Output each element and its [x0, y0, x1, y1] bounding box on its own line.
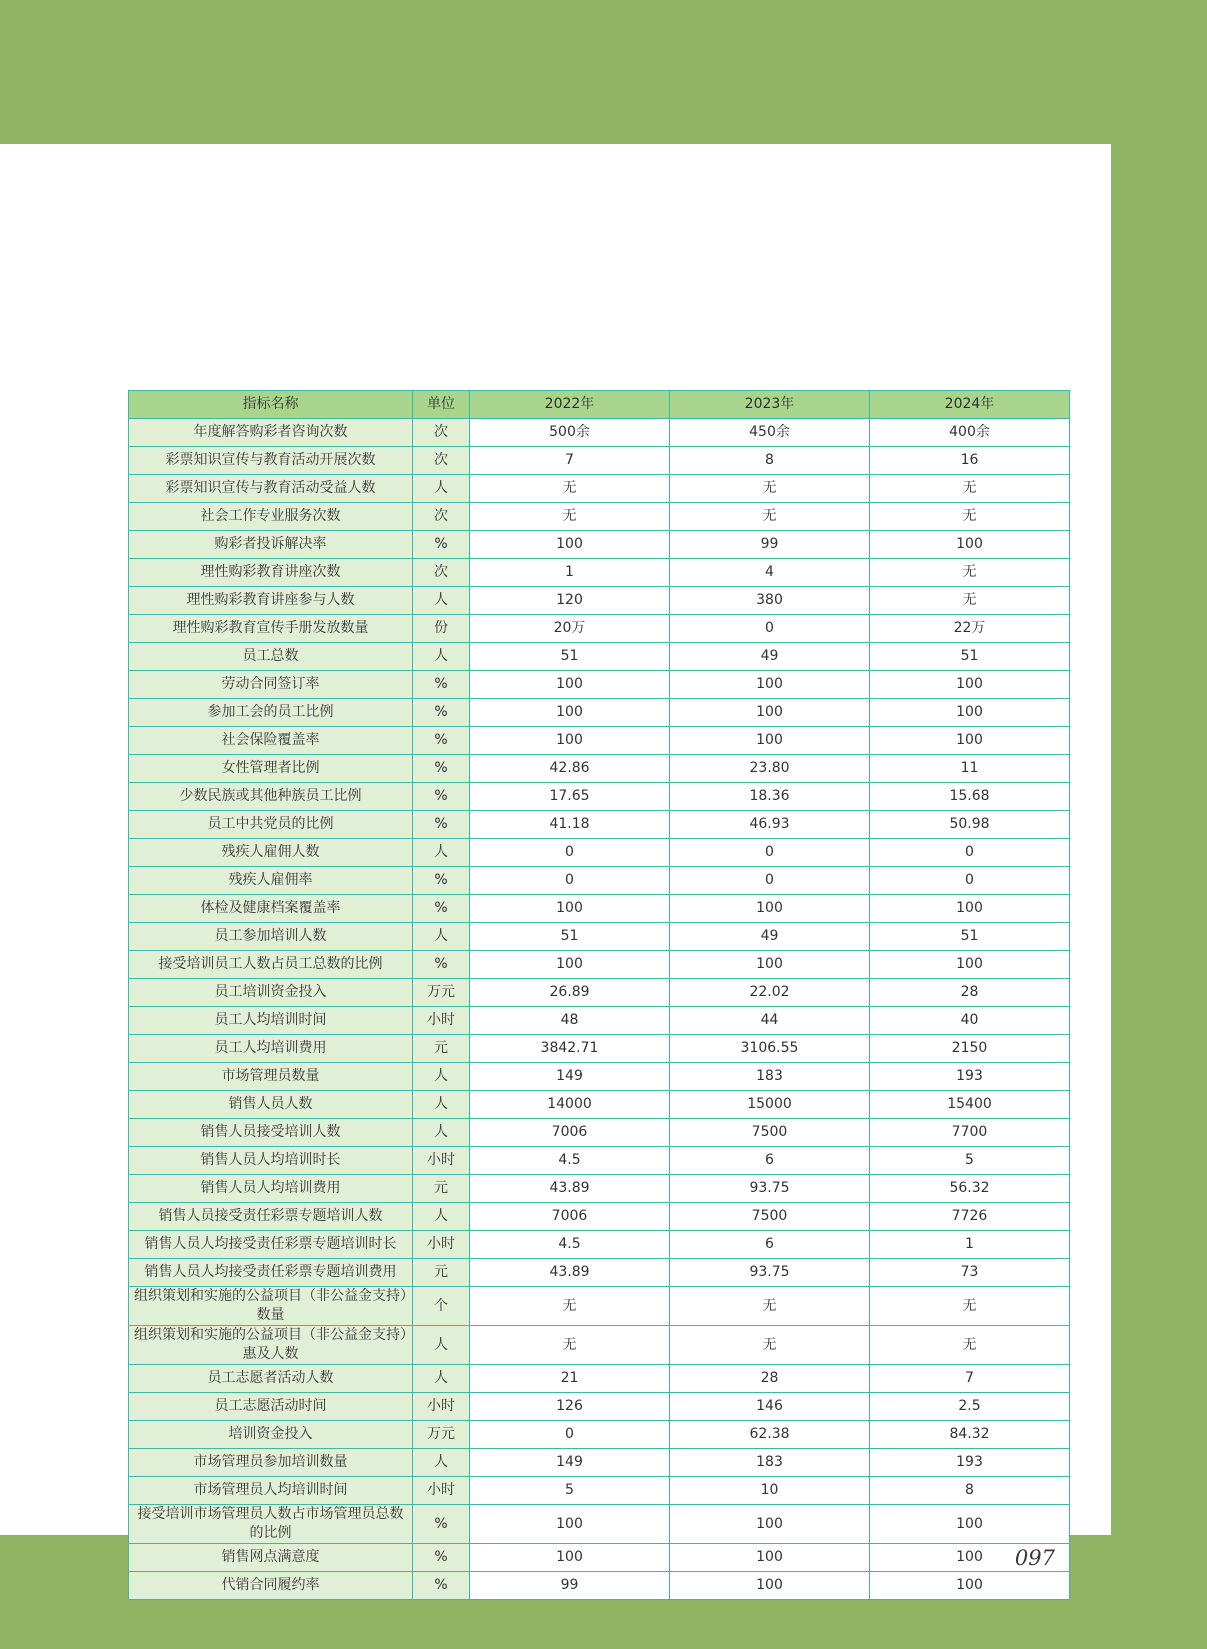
value-2024-cell: 无	[870, 587, 1070, 615]
value-2023-cell: 100	[670, 699, 870, 727]
table-row	[129, 1477, 1070, 1505]
indicator-name-cell: 理性购彩教育讲座参与人数	[129, 587, 413, 615]
table-row	[129, 1119, 1070, 1147]
indicator-name-cell: 彩票知识宣传与教育活动开展次数	[129, 447, 413, 475]
value-2024-cell: 28	[870, 979, 1070, 1007]
value-2022-cell: 126	[470, 1393, 670, 1421]
table-row	[129, 1035, 1070, 1063]
indicator-name-cell: 员工人均培训时间	[129, 1007, 413, 1035]
indicator-name-cell: 理性购彩教育讲座次数	[129, 559, 413, 587]
value-2022-cell: 48	[470, 1007, 670, 1035]
header-year-2022: 2022年	[470, 391, 670, 419]
indicator-name-cell: 社会保险覆盖率	[129, 727, 413, 755]
value-2023-cell: 93.75	[670, 1175, 870, 1203]
indicator-name-cell: 员工志愿活动时间	[129, 1393, 413, 1421]
indicator-name-cell: 体检及健康档案覆盖率	[129, 895, 413, 923]
indicator-name-cell: 市场管理员数量	[129, 1063, 413, 1091]
value-2024-cell: 100	[870, 727, 1070, 755]
indicator-name-cell: 销售人员人数	[129, 1091, 413, 1119]
value-2022-cell: 26.89	[470, 979, 670, 1007]
indicator-name-cell: 销售人员人均接受责任彩票专题培训费用	[129, 1259, 413, 1287]
indicator-name-cell: 组织策划和实施的公益项目（非公益金支持）数量	[129, 1287, 413, 1326]
value-2022-cell: 14000	[470, 1091, 670, 1119]
value-2023-cell: 0	[670, 867, 870, 895]
table-body	[129, 419, 1070, 1600]
header-year-2024: 2024年	[870, 391, 1070, 419]
indicator-name-cell: 代销合同履约率	[129, 1572, 413, 1600]
indicator-name-cell: 员工参加培训人数	[129, 923, 413, 951]
table-row	[129, 979, 1070, 1007]
value-2023-cell: 无	[670, 1326, 870, 1365]
unit-cell: 人	[413, 1203, 470, 1231]
value-2022-cell: 7	[470, 447, 670, 475]
value-2024-cell: 40	[870, 1007, 1070, 1035]
indicator-name-cell: 购彩者投诉解决率	[129, 531, 413, 559]
value-2022-cell: 41.18	[470, 811, 670, 839]
indicator-name-cell: 市场管理员人均培训时间	[129, 1477, 413, 1505]
value-2022-cell: 5	[470, 1477, 670, 1505]
unit-cell: 人	[413, 587, 470, 615]
unit-cell: 人	[413, 1063, 470, 1091]
value-2022-cell: 无	[470, 1287, 670, 1326]
value-2023-cell: 28	[670, 1365, 870, 1393]
value-2022-cell: 0	[470, 867, 670, 895]
table-row	[129, 811, 1070, 839]
value-2023-cell: 0	[670, 839, 870, 867]
table-row	[129, 1287, 1070, 1326]
value-2023-cell: 380	[670, 587, 870, 615]
value-2022-cell: 17.65	[470, 783, 670, 811]
value-2022-cell: 99	[470, 1572, 670, 1600]
value-2022-cell: 3842.71	[470, 1035, 670, 1063]
value-2024-cell: 7700	[870, 1119, 1070, 1147]
value-2023-cell: 4	[670, 559, 870, 587]
unit-cell: %	[413, 951, 470, 979]
unit-cell: %	[413, 699, 470, 727]
indicator-name-cell: 残疾人雇佣人数	[129, 839, 413, 867]
value-2022-cell: 100	[470, 1505, 670, 1544]
value-2023-cell: 99	[670, 531, 870, 559]
value-2024-cell: 22万	[870, 615, 1070, 643]
indicator-name-cell: 理性购彩教育宣传手册发放数量	[129, 615, 413, 643]
value-2023-cell: 100	[670, 1505, 870, 1544]
unit-cell: 人	[413, 1091, 470, 1119]
value-2023-cell: 无	[670, 1287, 870, 1326]
value-2023-cell: 7500	[670, 1203, 870, 1231]
unit-cell: 元	[413, 1259, 470, 1287]
value-2022-cell: 无	[470, 1326, 670, 1365]
table-row	[129, 671, 1070, 699]
unit-cell: 次	[413, 419, 470, 447]
value-2023-cell: 100	[670, 951, 870, 979]
table-row	[129, 1091, 1070, 1119]
value-2024-cell: 51	[870, 923, 1070, 951]
indicator-name-cell: 接受培训市场管理员人数占市场管理员总数的比例	[129, 1505, 413, 1544]
value-2024-cell: 无	[870, 475, 1070, 503]
table-row	[129, 923, 1070, 951]
unit-cell: 万元	[413, 979, 470, 1007]
page-number: 097	[1014, 1546, 1055, 1570]
unit-cell: %	[413, 895, 470, 923]
value-2024-cell: 400余	[870, 419, 1070, 447]
table-row	[129, 419, 1070, 447]
table-row	[129, 1259, 1070, 1287]
table-row	[129, 895, 1070, 923]
value-2024-cell: 无	[870, 1287, 1070, 1326]
unit-cell: 小时	[413, 1147, 470, 1175]
indicator-name-cell: 销售人员接受培训人数	[129, 1119, 413, 1147]
table-row	[129, 839, 1070, 867]
table-row	[129, 951, 1070, 979]
value-2022-cell: 100	[470, 1544, 670, 1572]
indicator-name-cell: 年度解答购彩者咨询次数	[129, 419, 413, 447]
value-2022-cell: 0	[470, 839, 670, 867]
header-year-2023: 2023年	[670, 391, 870, 419]
indicator-name-cell: 员工人均培训费用	[129, 1035, 413, 1063]
indicator-name-cell: 女性管理者比例	[129, 755, 413, 783]
value-2022-cell: 149	[470, 1063, 670, 1091]
value-2024-cell: 7	[870, 1365, 1070, 1393]
value-2022-cell: 51	[470, 643, 670, 671]
value-2023-cell: 23.80	[670, 755, 870, 783]
value-2023-cell: 3106.55	[670, 1035, 870, 1063]
unit-cell: 次	[413, 503, 470, 531]
value-2023-cell: 100	[670, 671, 870, 699]
value-2023-cell: 93.75	[670, 1259, 870, 1287]
value-2022-cell: 7006	[470, 1203, 670, 1231]
value-2022-cell: 100	[470, 727, 670, 755]
value-2023-cell: 无	[670, 503, 870, 531]
value-2022-cell: 100	[470, 895, 670, 923]
unit-cell: 人	[413, 643, 470, 671]
value-2024-cell: 16	[870, 447, 1070, 475]
value-2024-cell: 100	[870, 671, 1070, 699]
value-2023-cell: 6	[670, 1231, 870, 1259]
value-2024-cell: 193	[870, 1063, 1070, 1091]
value-2022-cell: 100	[470, 671, 670, 699]
table-row	[129, 1063, 1070, 1091]
indicator-name-cell: 参加工会的员工比例	[129, 699, 413, 727]
table-row	[129, 1326, 1070, 1365]
value-2022-cell: 43.89	[470, 1259, 670, 1287]
table-header-row	[129, 391, 1070, 419]
table-row	[129, 1231, 1070, 1259]
value-2022-cell: 100	[470, 951, 670, 979]
value-2023-cell: 46.93	[670, 811, 870, 839]
unit-cell: 人	[413, 1449, 470, 1477]
value-2024-cell: 56.32	[870, 1175, 1070, 1203]
value-2022-cell: 1	[470, 559, 670, 587]
table-row	[129, 699, 1070, 727]
value-2024-cell: 51	[870, 643, 1070, 671]
value-2024-cell: 8	[870, 1477, 1070, 1505]
header-unit: 单位	[413, 391, 470, 419]
table-row	[129, 1572, 1070, 1600]
value-2024-cell: 无	[870, 503, 1070, 531]
table-row	[129, 531, 1070, 559]
unit-cell: %	[413, 755, 470, 783]
table-row	[129, 867, 1070, 895]
value-2023-cell: 450余	[670, 419, 870, 447]
indicator-name-cell: 销售网点满意度	[129, 1544, 413, 1572]
unit-cell: 次	[413, 559, 470, 587]
indicator-name-cell: 销售人员接受责任彩票专题培训人数	[129, 1203, 413, 1231]
indicator-name-cell: 残疾人雇佣率	[129, 867, 413, 895]
value-2024-cell: 193	[870, 1449, 1070, 1477]
unit-cell: %	[413, 867, 470, 895]
value-2024-cell: 100	[870, 1505, 1070, 1544]
unit-cell: 小时	[413, 1477, 470, 1505]
value-2023-cell: 100	[670, 1572, 870, 1600]
value-2024-cell: 1	[870, 1231, 1070, 1259]
value-2024-cell: 100	[870, 531, 1070, 559]
table-row	[129, 1203, 1070, 1231]
value-2023-cell: 62.38	[670, 1421, 870, 1449]
unit-cell: %	[413, 783, 470, 811]
value-2024-cell: 2.5	[870, 1393, 1070, 1421]
unit-cell: %	[413, 531, 470, 559]
unit-cell: 万元	[413, 1421, 470, 1449]
unit-cell: 个	[413, 1287, 470, 1326]
table-row	[129, 755, 1070, 783]
indicator-name-cell: 员工总数	[129, 643, 413, 671]
value-2022-cell: 42.86	[470, 755, 670, 783]
value-2023-cell: 44	[670, 1007, 870, 1035]
value-2023-cell: 0	[670, 615, 870, 643]
value-2024-cell: 5	[870, 1147, 1070, 1175]
value-2023-cell: 15000	[670, 1091, 870, 1119]
table-row	[129, 1421, 1070, 1449]
value-2024-cell: 无	[870, 1326, 1070, 1365]
table-row	[129, 727, 1070, 755]
value-2024-cell: 100	[870, 699, 1070, 727]
indicator-name-cell: 员工中共党员的比例	[129, 811, 413, 839]
value-2022-cell: 100	[470, 699, 670, 727]
value-2022-cell: 20万	[470, 615, 670, 643]
value-2023-cell: 8	[670, 447, 870, 475]
table-row	[129, 1365, 1070, 1393]
value-2023-cell: 49	[670, 923, 870, 951]
value-2024-cell: 0	[870, 839, 1070, 867]
value-2022-cell: 0	[470, 1421, 670, 1449]
unit-cell: %	[413, 811, 470, 839]
indicator-name-cell: 少数民族或其他种族员工比例	[129, 783, 413, 811]
unit-cell: %	[413, 1544, 470, 1572]
header-indicator-name: 指标名称	[129, 391, 413, 419]
value-2024-cell: 15400	[870, 1091, 1070, 1119]
table-row	[129, 1544, 1070, 1572]
value-2022-cell: 149	[470, 1449, 670, 1477]
value-2023-cell: 7500	[670, 1119, 870, 1147]
unit-cell: %	[413, 671, 470, 699]
table-row	[129, 587, 1070, 615]
indicator-name-cell: 销售人员人均培训时长	[129, 1147, 413, 1175]
value-2024-cell: 50.98	[870, 811, 1070, 839]
value-2022-cell: 100	[470, 531, 670, 559]
value-2023-cell: 22.02	[670, 979, 870, 1007]
value-2022-cell: 120	[470, 587, 670, 615]
value-2022-cell: 51	[470, 923, 670, 951]
unit-cell: 小时	[413, 1007, 470, 1035]
value-2023-cell: 183	[670, 1449, 870, 1477]
value-2022-cell: 4.5	[470, 1147, 670, 1175]
value-2022-cell: 21	[470, 1365, 670, 1393]
value-2024-cell: 100	[870, 1572, 1070, 1600]
value-2022-cell: 43.89	[470, 1175, 670, 1203]
value-2024-cell: 0	[870, 867, 1070, 895]
table-row	[129, 1449, 1070, 1477]
indicator-name-cell: 员工培训资金投入	[129, 979, 413, 1007]
table-row	[129, 1175, 1070, 1203]
indicator-name-cell: 培训资金投入	[129, 1421, 413, 1449]
value-2024-cell: 7726	[870, 1203, 1070, 1231]
value-2023-cell: 无	[670, 475, 870, 503]
value-2023-cell: 100	[670, 727, 870, 755]
value-2024-cell: 11	[870, 755, 1070, 783]
unit-cell: %	[413, 1505, 470, 1544]
unit-cell: 人	[413, 1365, 470, 1393]
unit-cell: 元	[413, 1175, 470, 1203]
table-row	[129, 643, 1070, 671]
value-2022-cell: 7006	[470, 1119, 670, 1147]
unit-cell: 人	[413, 1119, 470, 1147]
unit-cell: 份	[413, 615, 470, 643]
value-2024-cell: 无	[870, 559, 1070, 587]
value-2023-cell: 100	[670, 1544, 870, 1572]
table-row	[129, 1505, 1070, 1544]
unit-cell: 人	[413, 475, 470, 503]
table-row	[129, 1007, 1070, 1035]
indicator-name-cell: 员工志愿者活动人数	[129, 1365, 413, 1393]
unit-cell: %	[413, 727, 470, 755]
indicator-name-cell: 销售人员人均培训费用	[129, 1175, 413, 1203]
table-row	[129, 615, 1070, 643]
value-2023-cell: 146	[670, 1393, 870, 1421]
value-2023-cell: 10	[670, 1477, 870, 1505]
table-row	[129, 503, 1070, 531]
unit-cell: 小时	[413, 1231, 470, 1259]
table-row	[129, 783, 1070, 811]
unit-cell: 元	[413, 1035, 470, 1063]
value-2024-cell: 15.68	[870, 783, 1070, 811]
value-2022-cell: 无	[470, 475, 670, 503]
value-2024-cell: 100	[870, 951, 1070, 979]
value-2022-cell: 无	[470, 503, 670, 531]
unit-cell: 次	[413, 447, 470, 475]
value-2024-cell: 100	[870, 1544, 1070, 1572]
indicator-name-cell: 社会工作专业服务次数	[129, 503, 413, 531]
indicator-name-cell: 组织策划和实施的公益项目（非公益金支持）惠及人数	[129, 1326, 413, 1365]
indicator-name-cell: 劳动合同签订率	[129, 671, 413, 699]
indicator-name-cell: 市场管理员参加培训数量	[129, 1449, 413, 1477]
unit-cell: 人	[413, 923, 470, 951]
indicator-name-cell: 彩票知识宣传与教育活动受益人数	[129, 475, 413, 503]
table-row	[129, 559, 1070, 587]
value-2023-cell: 183	[670, 1063, 870, 1091]
table-row	[129, 475, 1070, 503]
value-2023-cell: 6	[670, 1147, 870, 1175]
unit-cell: 小时	[413, 1393, 470, 1421]
value-2023-cell: 49	[670, 643, 870, 671]
indicator-name-cell: 销售人员人均接受责任彩票专题培训时长	[129, 1231, 413, 1259]
value-2023-cell: 100	[670, 895, 870, 923]
value-2022-cell: 500余	[470, 419, 670, 447]
table-row	[129, 1147, 1070, 1175]
unit-cell: 人	[413, 839, 470, 867]
indicator-name-cell: 接受培训员工人数占员工总数的比例	[129, 951, 413, 979]
value-2024-cell: 84.32	[870, 1421, 1070, 1449]
value-2022-cell: 4.5	[470, 1231, 670, 1259]
value-2024-cell: 2150	[870, 1035, 1070, 1063]
indicator-table	[128, 390, 1070, 1600]
table-row	[129, 447, 1070, 475]
value-2023-cell: 18.36	[670, 783, 870, 811]
value-2024-cell: 73	[870, 1259, 1070, 1287]
unit-cell: 人	[413, 1326, 470, 1365]
unit-cell: %	[413, 1572, 470, 1600]
value-2024-cell: 100	[870, 895, 1070, 923]
table-row	[129, 1393, 1070, 1421]
